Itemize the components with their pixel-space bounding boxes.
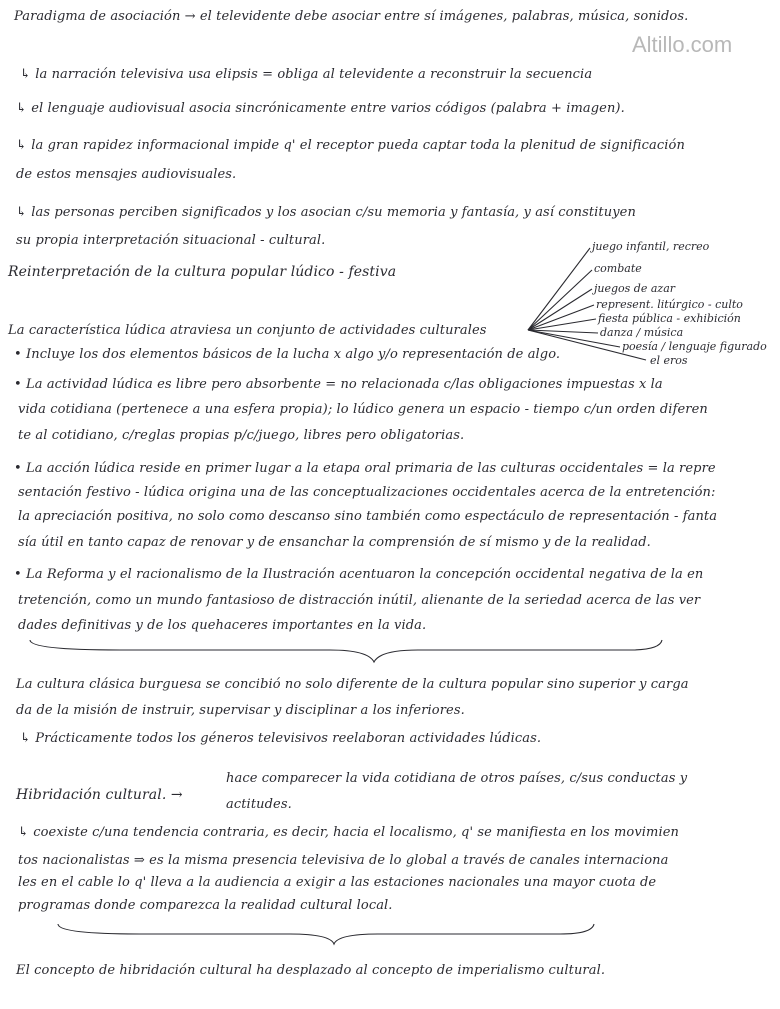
note-line: su propia interpretación situacional - cultural.: [16, 233, 326, 248]
section-heading: Hibridación cultural. →: [16, 787, 183, 803]
branch-label: juegos de azar: [594, 282, 676, 295]
note-line: vida cotidiana (pertenece a una esfera propia); lo lúdico genera un espacio - tiempo c/un orden diferen: [18, 402, 708, 417]
note-line: ↳ Prácticamente todos los géneros televisivos reelaboran actividades lúdicas.: [20, 731, 542, 746]
brace-under-bullets: [30, 640, 662, 662]
paradigm-line: Paradigma de asociación → el televidente debe asociar entre sí imágenes, palabras, música, sonidos.: [14, 9, 689, 24]
brace-under-hybridization: [58, 924, 594, 944]
note-line: les en el cable lo q' lleva a la audiencia a exigir a las estaciones nacionales una mayor cuota de: [18, 875, 657, 890]
note-line: ↳ el lenguaje audiovisual asocia sincrónicamente entre varios códigos (palabra + imagen).: [16, 101, 625, 116]
branch-label: el eros: [650, 354, 688, 367]
section-heading: Reinterpretación de la cultura popular lúdico - festiva: [8, 264, 397, 280]
note-line: sentación festivo - lúdica origina una de las conceptualizaciones occidentales acerca de la entretención:: [18, 485, 716, 500]
watermark: Altillo.com: [632, 32, 733, 57]
branch-label: represent. litúrgico - culto: [596, 298, 743, 311]
conclusion-line: El concepto de hibridación cultural ha desplazado al concepto de imperialismo cultural.: [16, 963, 606, 978]
note-line: ↳ coexiste c/una tendencia contraria, es decir, hacia el localismo, q' se manifiesta en los movimien: [18, 825, 679, 840]
note-line: de estos mensajes audiovisuales.: [16, 167, 237, 182]
note-line: ↳ la gran rapidez informacional impide q' el receptor pueda captar toda la plenitud de significación: [16, 138, 685, 153]
note-line: ↳ las personas perciben significados y los asocian c/su memoria y fantasía, y así constituyen: [16, 205, 636, 220]
bullet-line: • Incluye los dos elementos básicos de la lucha x algo y/o representación de algo.: [14, 347, 561, 362]
branch-label: juego infantil, recreo: [592, 240, 710, 253]
note-line: te al cotidiano, c/reglas propias p/c/juego, libres pero obligatorias.: [18, 428, 465, 443]
branch-label: fiesta pública - exhibición: [598, 312, 741, 325]
bullet-line: • La actividad lúdica es libre pero absorbente = no relacionada c/las obligaciones impuestas x la: [14, 377, 663, 392]
note-line: la apreciación positiva, no solo como descanso sino también como espectáculo de representación - fanta: [18, 509, 718, 524]
branch-label: combate: [594, 262, 642, 275]
note-line: La cultura clásica burguesa se concibió no solo diferente de la cultura popular sino superior y carga: [16, 677, 689, 692]
bullet-line: • La Reforma y el racionalismo de la Ilustración acentuaron la concepción occidental negativa de la en: [14, 567, 704, 582]
note-line: tretención, como un mundo fantasioso de distracción inútil, alienante de la seriedad acerca de las ver: [18, 593, 701, 608]
note-line: programas donde comparezca la realidad cultural local.: [18, 898, 393, 913]
branch-label: poesía / lenguaje figurado: [622, 340, 767, 353]
note-line: ↳ la narración televisiva usa elipsis = obliga al televidente a reconstruir la secuencia: [20, 67, 593, 82]
bullet-line: • La acción lúdica reside en primer lugar a la etapa oral primaria de las culturas occidentales = la repre: [14, 461, 716, 476]
note-line: sía útil en tanto capaz de renovar y de ensanchar la comprensión de sí mismo y de la realidad.: [18, 535, 651, 550]
branch-label: danza / música: [600, 326, 684, 339]
note-line: tos nacionalistas ⇒ es la misma presencia televisiva de lo global a través de canales internaciona: [18, 853, 669, 868]
fan-lines: [528, 248, 646, 360]
note-line: actitudes.: [226, 797, 292, 812]
note-line: dades definitivas y de los quehaceres importantes en la vida.: [18, 618, 427, 633]
note-line: hace comparecer la vida cotidiana de otros países, c/sus conductas y: [226, 771, 688, 786]
note-line: La característica lúdica atraviesa un conjunto de actividades culturales: [8, 323, 487, 338]
note-line: da de la misión de instruir, supervisar y disciplinar a los inferiores.: [16, 703, 465, 718]
